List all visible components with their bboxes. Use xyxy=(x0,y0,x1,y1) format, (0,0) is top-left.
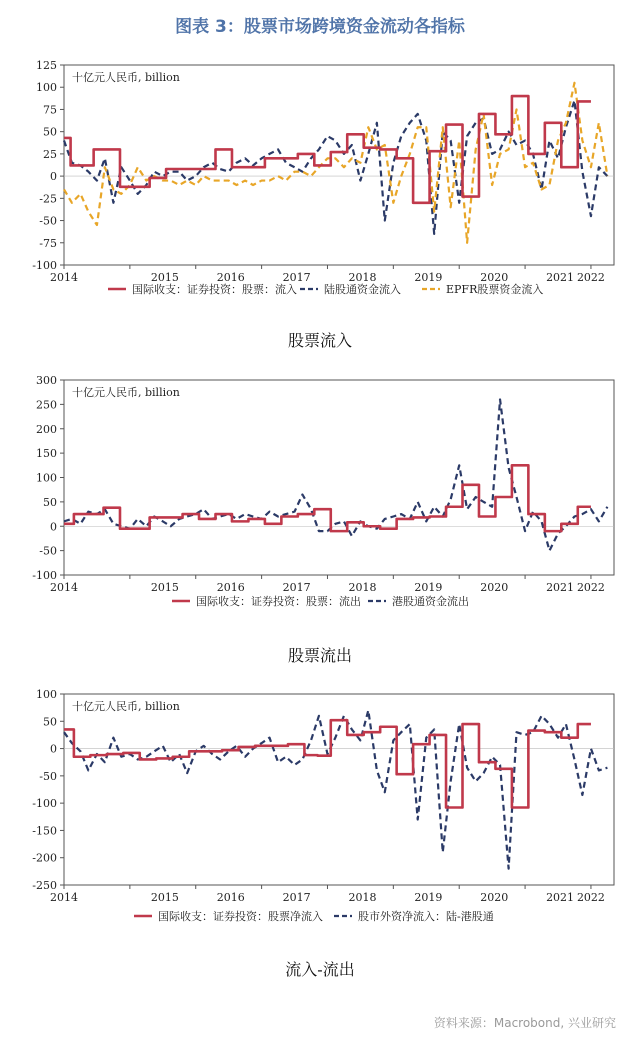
x-tick-label: 2014 xyxy=(50,271,78,284)
x-tick-label: 2019 xyxy=(414,271,443,284)
y-tick-label: 0 xyxy=(50,520,57,534)
source-note: 资料来源：Macrobond, 兴业研究 xyxy=(433,1016,616,1030)
y-tick-label: 25 xyxy=(43,147,57,161)
y-tick-label: -150 xyxy=(32,824,57,838)
series-line-0 xyxy=(64,465,591,531)
chart-inflow xyxy=(0,55,640,315)
x-tick-label: 2015 xyxy=(150,271,179,284)
caption-outflow: 股票流出 xyxy=(287,646,352,665)
legend-label-1: 股市外资净流入：陆-港股通 xyxy=(358,910,494,923)
y-tick-label: 0 xyxy=(50,170,57,184)
y-tick-label: -75 xyxy=(39,236,57,250)
unit-label: 十亿元人民币, billion xyxy=(72,386,180,399)
y-tick-label: 100 xyxy=(36,81,57,95)
y-tick-label: 100 xyxy=(36,471,57,485)
y-tick-label: 75 xyxy=(43,103,57,117)
y-tick-label: -100 xyxy=(32,797,57,811)
y-tick-label: -50 xyxy=(39,769,57,783)
unit-label: 十亿元人民币, billion xyxy=(72,700,180,713)
legend-label-0: 国际收支：证券投资：股票：流入 xyxy=(132,283,297,296)
x-tick-label: 2021 xyxy=(546,581,575,594)
x-tick-label: 2016 xyxy=(216,581,245,594)
series-line-1 xyxy=(64,710,607,868)
x-tick-label: 2018 xyxy=(348,891,377,904)
y-tick-label: 50 xyxy=(43,495,57,509)
y-tick-label: 300 xyxy=(36,374,57,387)
x-tick-label: 2018 xyxy=(348,271,377,284)
y-tick-label: -100 xyxy=(32,259,57,272)
x-tick-label: 2020 xyxy=(480,581,509,594)
y-tick-label: 150 xyxy=(36,447,57,461)
x-tick-label: 2017 xyxy=(282,271,311,284)
y-tick-label: -50 xyxy=(39,214,57,228)
y-tick-label: -250 xyxy=(32,879,57,892)
chart-net-svg xyxy=(0,682,640,944)
x-tick-label: 2019 xyxy=(414,581,443,594)
legend-label-1: 港股通资金流出 xyxy=(392,595,469,608)
chart-outflow-svg xyxy=(0,368,640,630)
x-tick-label: 2016 xyxy=(216,271,245,284)
y-tick-label: 125 xyxy=(36,59,57,72)
x-tick-label: 2017 xyxy=(282,891,311,904)
chart-inflow-svg xyxy=(0,55,640,315)
x-tick-label: 2015 xyxy=(150,581,179,594)
series-line-0 xyxy=(64,96,591,203)
plot-frame xyxy=(64,694,614,885)
x-tick-label: 2022 xyxy=(576,891,605,904)
plot-frame xyxy=(64,380,614,575)
y-tick-label: 250 xyxy=(36,398,57,412)
legend-label-0: 国际收支：证券投资：股票净流入 xyxy=(158,910,323,923)
y-tick-label: 50 xyxy=(43,125,57,139)
x-tick-label: 2016 xyxy=(216,891,245,904)
y-tick-label: 0 xyxy=(50,742,57,756)
x-tick-label: 2015 xyxy=(150,891,179,904)
x-tick-label: 2017 xyxy=(282,581,311,594)
x-tick-label: 2014 xyxy=(50,891,78,904)
x-tick-label: 2022 xyxy=(576,581,605,594)
x-tick-label: 2021 xyxy=(546,271,575,284)
y-tick-label: -200 xyxy=(32,851,57,865)
caption-net: 流入-流出 xyxy=(285,960,355,979)
x-tick-label: 2022 xyxy=(576,271,605,284)
legend-label-2: EPFR股票资金流入 xyxy=(446,283,544,296)
x-tick-label: 2020 xyxy=(480,891,509,904)
x-tick-label: 2020 xyxy=(480,271,509,284)
y-tick-label: 200 xyxy=(36,422,57,436)
unit-label: 十亿元人民币, billion xyxy=(72,71,180,84)
x-tick-label: 2021 xyxy=(546,891,575,904)
y-tick-label: 100 xyxy=(36,688,57,701)
plot-frame xyxy=(64,65,614,265)
figure-title: 图表 3：股票市场跨境资金流动各指标 xyxy=(175,17,465,37)
y-tick-label: -100 xyxy=(32,569,57,582)
y-tick-label: -50 xyxy=(39,544,57,558)
series-line-0 xyxy=(64,720,591,807)
series-line-2 xyxy=(64,83,607,243)
y-tick-label: -25 xyxy=(39,192,57,206)
x-tick-label: 2018 xyxy=(348,581,377,594)
legend-label-0: 国际收支：证券投资：股票：流出 xyxy=(196,595,361,608)
chart-outflow xyxy=(0,368,640,630)
y-tick-label: 50 xyxy=(43,715,57,729)
legend-label-1: 陆股通资金流入 xyxy=(324,283,401,296)
caption-inflow: 股票流入 xyxy=(287,331,352,350)
chart-net xyxy=(0,682,640,944)
x-tick-label: 2014 xyxy=(50,581,78,594)
x-tick-label: 2019 xyxy=(414,891,443,904)
